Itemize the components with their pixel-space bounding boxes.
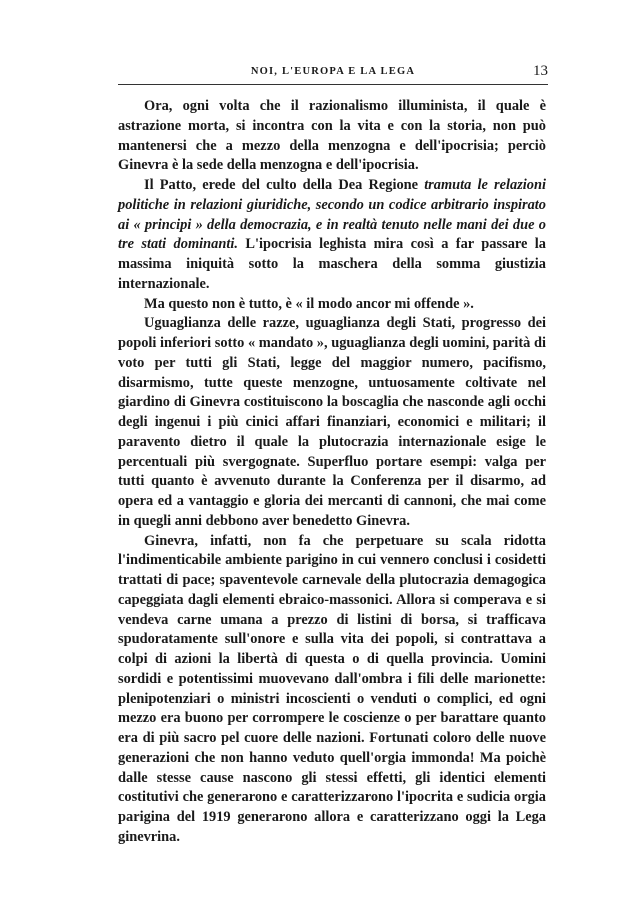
- paragraph-2-intro: Il Patto, erede del culto della Dea Regione: [144, 177, 425, 193]
- header-rule: [118, 84, 548, 85]
- paragraph-2-italic: tramuta le relazioni politiche in relazioni giuridiche, secondo un codice arbitrario inspirato ai « principi » della democrazia, e in realtà tenuto nelle mani dei due o tre stati dominanti.: [118, 177, 546, 253]
- page-number: 13: [533, 63, 548, 79]
- paragraph-1: Ora, ogni volta che il razionalismo illuminista, il quale è astrazione morta, si incontra con la vita e con la storia, non può mantenersi che a mezzo della menzogna e dell'ipocrisia; perciò Ginevra è la sede della menzogna e dell'ipocrisia.: [118, 98, 546, 174]
- running-title: NOI, L'EUROPA E LA LEGA: [250, 66, 416, 77]
- page-header: [118, 60, 548, 82]
- paragraph-5: Ginevra, infatti, non fa che perpetuare su scala ridotta l'indimenticabile ambiente parigino in cui vennero conclusi i cosidetti trattati di pace; spaventevole carnevale della plutocrazia demagogica capeggiata dagli elementi ebraico-massonici. Allora si comperava e si vendeva carne umana a prezzo di listini di borsa, si trafficava spudoratamente sull'onore e sulla vita dei popoli, si contrattava a colpi di azioni la libertà di questa o di quella provincia. Uomini sordidi e potentissimi muovevano dall'ombra i fili delle marionette: plenipotenziari o ministri incoscienti o venduti o complici, ed ogni mezzo era buono per corrompere le coscienze o per barattare quanto era di più sacro pel cuore delle nazioni. Fortunati coloro delle nuove generazioni che non hanno veduto quell'orgia immonda! Ma poichè dalle stesse cause nascono gli stessi effetti, gli identici elementi costitutivi che generarono e caratterizzarono l'ipocrita e sudicia orgia parigina del 1919 generarono allora e caratterizzano oggi la Lega ginevrina.: [118, 532, 546, 845]
- paragraph-2: [118, 176, 546, 295]
- paragraph-4: Uguaglianza delle razze, uguaglianza degli Stati, progresso dei popoli inferiori sotto « mandato », uguaglianza degli uomini, parità di voto per tutti gli Stati, legge del maggior numero, pacifismo, disarmismo, tutte queste menzogne, untuosamente coltivate nel giardino di Ginevra costituiscono la boscaglia che nasconde agli occhi degli ingenui i più cinici affari finanziari, economici e militari; il paravento dietro il quale la plutocrazia internazionale esige le percentuali più svergognate. Superfluo portare esempi: valga per tutti quanto è avvenuto durante la Conferenza per il disarmo, ad opera ed a vantaggio e gloria dei mercanti di cannoni, che mai come in quegli anni debbono aver benedetto Ginevra.: [118, 315, 546, 529]
- paragraph-2-rest: L'ipocrisia leghista mira così a far passare la massima iniquità sotto la maschera della somma giustizia internazionale.: [118, 236, 546, 292]
- body-text: [118, 97, 546, 848]
- paragraph-3: Ma questo non è tutto, è « il modo ancor mi offende ».: [144, 295, 474, 312]
